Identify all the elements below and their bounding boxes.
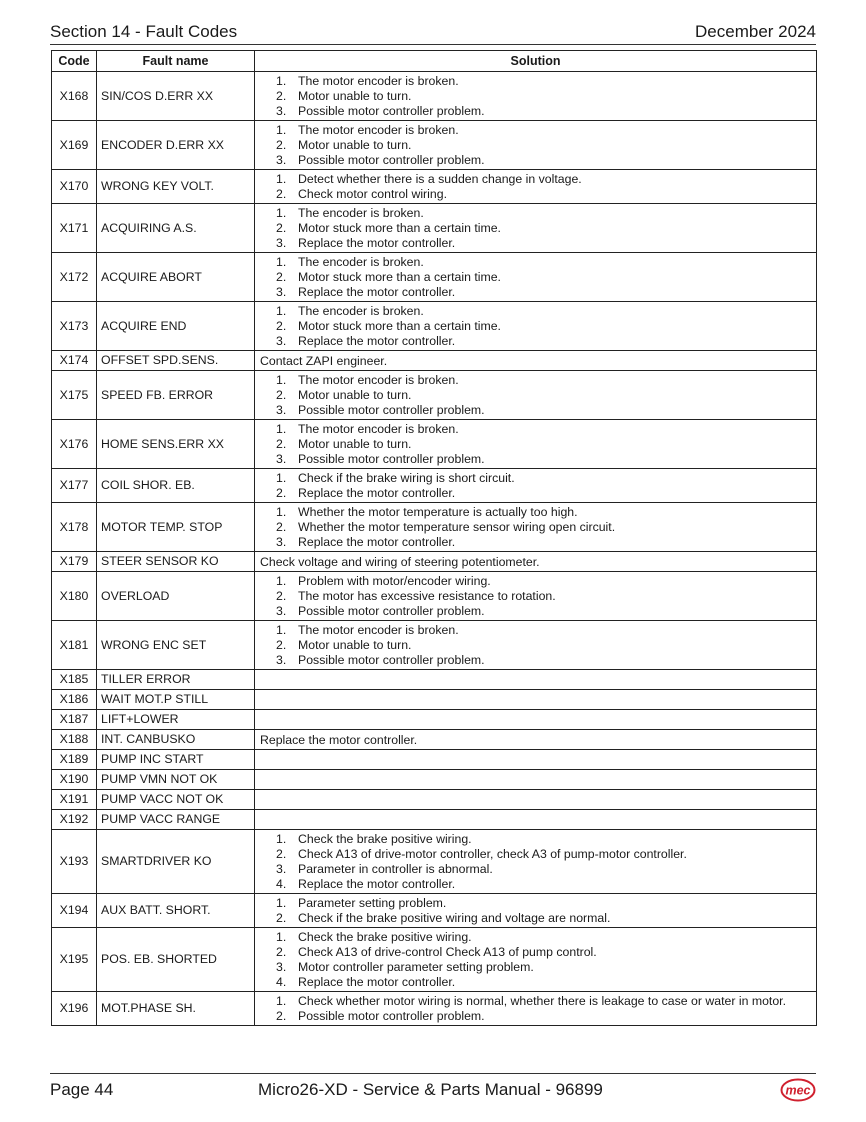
fault-solution: Replace the motor controller. [255,730,817,750]
step-number: 1. [276,255,287,269]
step-number: 3. [276,403,287,417]
fault-solution [255,371,817,420]
fault-code: X172 [52,253,97,302]
solution-steps [260,206,812,251]
step-number: 3. [276,960,287,974]
step-text: The motor encoder is broken. [298,373,459,387]
table-row [52,469,817,503]
fault-code: X169 [52,121,97,170]
step-text: Possible motor controller problem. [298,1009,485,1023]
fault-code: X170 [52,170,97,204]
table-row [52,670,817,690]
solution-step [260,1009,812,1024]
solution-step [260,187,812,202]
step-text: Possible motor controller problem. [298,153,485,167]
solution-step [260,623,812,638]
solution-step [260,847,812,862]
solution-step [260,388,812,403]
solution-steps [260,373,812,418]
step-number: 3. [276,104,287,118]
step-number: 3. [276,535,287,549]
fault-solution [255,469,817,503]
solution-step [260,304,812,319]
fault-name: MOT.PHASE SH. [97,992,255,1026]
solution-steps [260,574,812,619]
step-text: Check A13 of drive-control Check A13 of pump control. [298,945,597,959]
step-number: 1. [276,471,287,485]
fault-name: ACQUIRING A.S. [97,204,255,253]
solution-step [260,638,812,653]
fault-solution [255,204,817,253]
step-number: 2. [276,1009,287,1023]
svg-text:mec: mec [785,1083,811,1098]
step-text: Motor stuck more than a certain time. [298,221,501,235]
solution-step [260,975,812,990]
fault-solution [255,810,817,830]
fault-name: POS. EB. SHORTED [97,928,255,992]
solution-step [260,520,812,535]
step-number: 1. [276,373,287,387]
table-row [52,830,817,894]
solution-step [260,319,812,334]
step-number: 1. [276,172,287,186]
fault-solution [255,72,817,121]
solution-steps [260,74,812,119]
step-number: 1. [276,574,287,588]
fault-name: ENCODER D.ERR XX [97,121,255,170]
fault-code: X175 [52,371,97,420]
fault-name: SMARTDRIVER KO [97,830,255,894]
step-text: Check A13 of drive-motor controller, check A3 of pump-motor controller. [298,847,687,861]
step-text: Whether the motor temperature sensor wiring open circuit. [298,520,616,534]
fault-code: X178 [52,503,97,552]
step-number: 1. [276,74,287,88]
solution-step [260,994,812,1009]
solution-steps [260,832,812,892]
solution-step [260,104,812,119]
fault-code: X173 [52,302,97,351]
step-number: 1. [276,304,287,318]
fault-solution [255,121,817,170]
fault-solution [255,420,817,469]
step-text: Motor stuck more than a certain time. [298,270,501,284]
fault-code: X179 [52,552,97,572]
solution-steps [260,255,812,300]
step-text: Motor stuck more than a certain time. [298,319,501,333]
page-header [50,22,816,45]
solution-step [260,236,812,251]
solution-step [260,138,812,153]
fault-solution [255,302,817,351]
solution-step [260,422,812,437]
solution-step [260,206,812,221]
fault-code: X189 [52,750,97,770]
solution-step [260,832,812,847]
fault-solution [255,750,817,770]
fault-solution [255,928,817,992]
fault-solution [255,894,817,928]
solution-step [260,589,812,604]
fault-code: X195 [52,928,97,992]
step-number: 2. [276,437,287,451]
step-number: 2. [276,319,287,333]
step-text: Possible motor controller problem. [298,604,485,618]
table-row [52,253,817,302]
step-text: Check motor control wiring. [298,187,447,201]
fault-code: X194 [52,894,97,928]
fault-code: X191 [52,790,97,810]
fault-solution [255,770,817,790]
table-row [52,420,817,469]
section-title: Section 14 - Fault Codes [50,22,238,41]
solution-steps [260,471,812,501]
step-text: Motor unable to turn. [298,437,412,451]
step-number: 3. [276,285,287,299]
fault-code: X181 [52,621,97,670]
table-row [52,810,817,830]
solution-step [260,653,812,668]
fault-name: ACQUIRE ABORT [97,253,255,302]
step-text: Check if the brake positive wiring and voltage are normal. [298,911,611,925]
step-text: Replace the motor controller. [298,535,456,549]
step-text: Possible motor controller problem. [298,452,485,466]
fault-code: X176 [52,420,97,469]
step-number: 1. [276,896,287,910]
step-text: Replace the motor controller. [298,877,456,891]
step-text: The encoder is broken. [298,304,424,318]
fault-code: X193 [52,830,97,894]
step-text: The motor encoder is broken. [298,422,459,436]
step-text: Check if the brake wiring is short circuit. [298,471,515,485]
step-number: 3. [276,653,287,667]
fault-name: ACQUIRE END [97,302,255,351]
fault-name: HOME SENS.ERR XX [97,420,255,469]
solution-step [260,945,812,960]
fault-solution [255,830,817,894]
step-text: Check the brake positive wiring. [298,832,472,846]
step-text: Motor unable to turn. [298,89,412,103]
solution-step [260,221,812,236]
step-number: 1. [276,623,287,637]
table-row [52,621,817,670]
fault-solution [255,710,817,730]
fault-code: X188 [52,730,97,750]
fault-solution: Check voltage and wiring of steering potentiometer. [255,552,817,572]
solution-steps [260,422,812,467]
mec-logo-icon [780,1078,816,1102]
fault-code: X180 [52,572,97,621]
solution-steps [260,623,812,668]
step-number: 3. [276,862,287,876]
table-header-row [52,51,817,72]
table-row [52,750,817,770]
page-number: Page 44 [50,1080,114,1099]
table-row [52,351,817,371]
table-row [52,503,817,552]
fault-solution [255,253,817,302]
fault-name: TILLER ERROR [97,670,255,690]
solution-steps [260,896,812,926]
step-number: 4. [276,975,287,989]
solution-step [260,255,812,270]
solution-step [260,373,812,388]
column-header-code: Code [52,51,97,72]
fault-name: AUX BATT. SHORT. [97,894,255,928]
solution-step [260,574,812,589]
step-number: 2. [276,187,287,201]
page-footer [50,1073,816,1108]
column-header-solution: Solution [255,51,817,72]
solution-steps [260,304,812,349]
step-text: Replace the motor controller. [298,334,456,348]
fault-name: SPEED FB. ERROR [97,371,255,420]
step-number: 3. [276,452,287,466]
solution-steps [260,930,812,990]
step-text: Replace the motor controller. [298,236,456,250]
header-date: December 2024 [695,22,816,41]
step-number: 2. [276,638,287,652]
solution-step [260,285,812,300]
step-number: 3. [276,236,287,250]
fault-code: X186 [52,690,97,710]
step-text: Possible motor controller problem. [298,104,485,118]
step-text: Detect whether there is a sudden change in voltage. [298,172,582,186]
fault-name: WRONG KEY VOLT. [97,170,255,204]
step-text: The motor encoder is broken. [298,123,459,137]
step-number: 2. [276,589,287,603]
step-text: Replace the motor controller. [298,975,456,989]
fault-code: X196 [52,992,97,1026]
solution-steps [260,172,812,202]
step-text: Motor unable to turn. [298,138,412,152]
solution-steps [260,123,812,168]
step-text: Replace the motor controller. [298,285,456,299]
step-number: 1. [276,123,287,137]
table-row [52,710,817,730]
table-row [52,72,817,121]
fault-code: X168 [52,72,97,121]
solution-step [260,74,812,89]
solution-step [260,535,812,550]
fault-code: X192 [52,810,97,830]
table-row [52,894,817,928]
fault-name: PUMP VACC NOT OK [97,790,255,810]
step-text: Motor unable to turn. [298,638,412,652]
solution-step [260,89,812,104]
solution-step [260,604,812,619]
table-row [52,170,817,204]
fault-code: X190 [52,770,97,790]
fault-code: X185 [52,670,97,690]
table-row [52,371,817,420]
step-number: 2. [276,138,287,152]
fault-solution [255,503,817,552]
solution-steps [260,505,812,550]
table-row [52,770,817,790]
step-number: 1. [276,832,287,846]
step-text: Check the brake positive wiring. [298,930,472,944]
solution-step [260,471,812,486]
step-number: 1. [276,994,287,1008]
step-text: Check whether motor wiring is normal, whether there is leakage to case or water in motor. [298,994,786,1008]
step-number: 3. [276,153,287,167]
solution-step [260,123,812,138]
step-text: Replace the motor controller. [298,486,456,500]
step-number: 2. [276,270,287,284]
step-text: Motor controller parameter setting problem. [298,960,534,974]
table-row [52,928,817,992]
solution-step [260,270,812,285]
step-number: 2. [276,520,287,534]
step-number: 1. [276,422,287,436]
solution-steps [260,994,812,1024]
solution-step [260,334,812,349]
fault-name: STEER SENSOR KO [97,552,255,572]
solution-step [260,930,812,945]
solution-step [260,153,812,168]
fault-solution [255,790,817,810]
fault-name: OVERLOAD [97,572,255,621]
step-text: Possible motor controller problem. [298,653,485,667]
fault-name: OFFSET SPD.SENS. [97,351,255,371]
fault-code-table [51,50,817,1026]
table-row [52,572,817,621]
manual-title: Micro26-XD - Service & Parts Manual - 96899 [258,1080,603,1099]
table-row [52,790,817,810]
step-number: 3. [276,334,287,348]
column-header-fault-name: Fault name [97,51,255,72]
fault-name: PUMP VMN NOT OK [97,770,255,790]
fault-name: WRONG ENC SET [97,621,255,670]
solution-step [260,960,812,975]
step-text: The motor encoder is broken. [298,623,459,637]
step-text: The motor encoder is broken. [298,74,459,88]
step-text: The encoder is broken. [298,206,424,220]
fault-name: PUMP INC START [97,750,255,770]
step-number: 1. [276,930,287,944]
solution-step [260,877,812,892]
solution-step [260,505,812,520]
step-number: 3. [276,604,287,618]
fault-name: PUMP VACC RANGE [97,810,255,830]
solution-step [260,911,812,926]
fault-name: COIL SHOR. EB. [97,469,255,503]
step-number: 4. [276,877,287,891]
fault-name: MOTOR TEMP. STOP [97,503,255,552]
fault-code: X171 [52,204,97,253]
step-number: 2. [276,847,287,861]
fault-code: X174 [52,351,97,371]
table-row [52,204,817,253]
step-text: Problem with motor/encoder wiring. [298,574,491,588]
fault-name: WAIT MOT.P STILL [97,690,255,710]
fault-table-body [52,72,817,1026]
step-number: 2. [276,388,287,402]
fault-name: LIFT+LOWER [97,710,255,730]
solution-step [260,172,812,187]
step-text: The encoder is broken. [298,255,424,269]
table-row [52,690,817,710]
step-text: Parameter setting problem. [298,896,447,910]
table-row [52,552,817,572]
solution-step [260,403,812,418]
step-text: Possible motor controller problem. [298,403,485,417]
step-number: 2. [276,486,287,500]
step-number: 2. [276,89,287,103]
step-text: Parameter in controller is abnormal. [298,862,493,876]
solution-step [260,486,812,501]
fault-code: X177 [52,469,97,503]
fault-solution [255,670,817,690]
fault-solution [255,572,817,621]
solution-step [260,452,812,467]
solution-step [260,437,812,452]
step-number: 2. [276,911,287,925]
fault-name: SIN/COS D.ERR XX [97,72,255,121]
fault-name: INT. CANBUSKO [97,730,255,750]
fault-solution [255,992,817,1026]
fault-code: X187 [52,710,97,730]
table-row [52,730,817,750]
step-number: 1. [276,206,287,220]
fault-solution: Contact ZAPI engineer. [255,351,817,371]
table-row [52,302,817,351]
fault-solution [255,621,817,670]
fault-solution [255,690,817,710]
fault-solution [255,170,817,204]
step-number: 2. [276,945,287,959]
table-row [52,121,817,170]
step-text: The motor has excessive resistance to rotation. [298,589,556,603]
solution-step [260,862,812,877]
step-number: 1. [276,505,287,519]
step-number: 2. [276,221,287,235]
solution-step [260,896,812,911]
step-text: Motor unable to turn. [298,388,412,402]
step-text: Whether the motor temperature is actually too high. [298,505,578,519]
table-row [52,992,817,1026]
